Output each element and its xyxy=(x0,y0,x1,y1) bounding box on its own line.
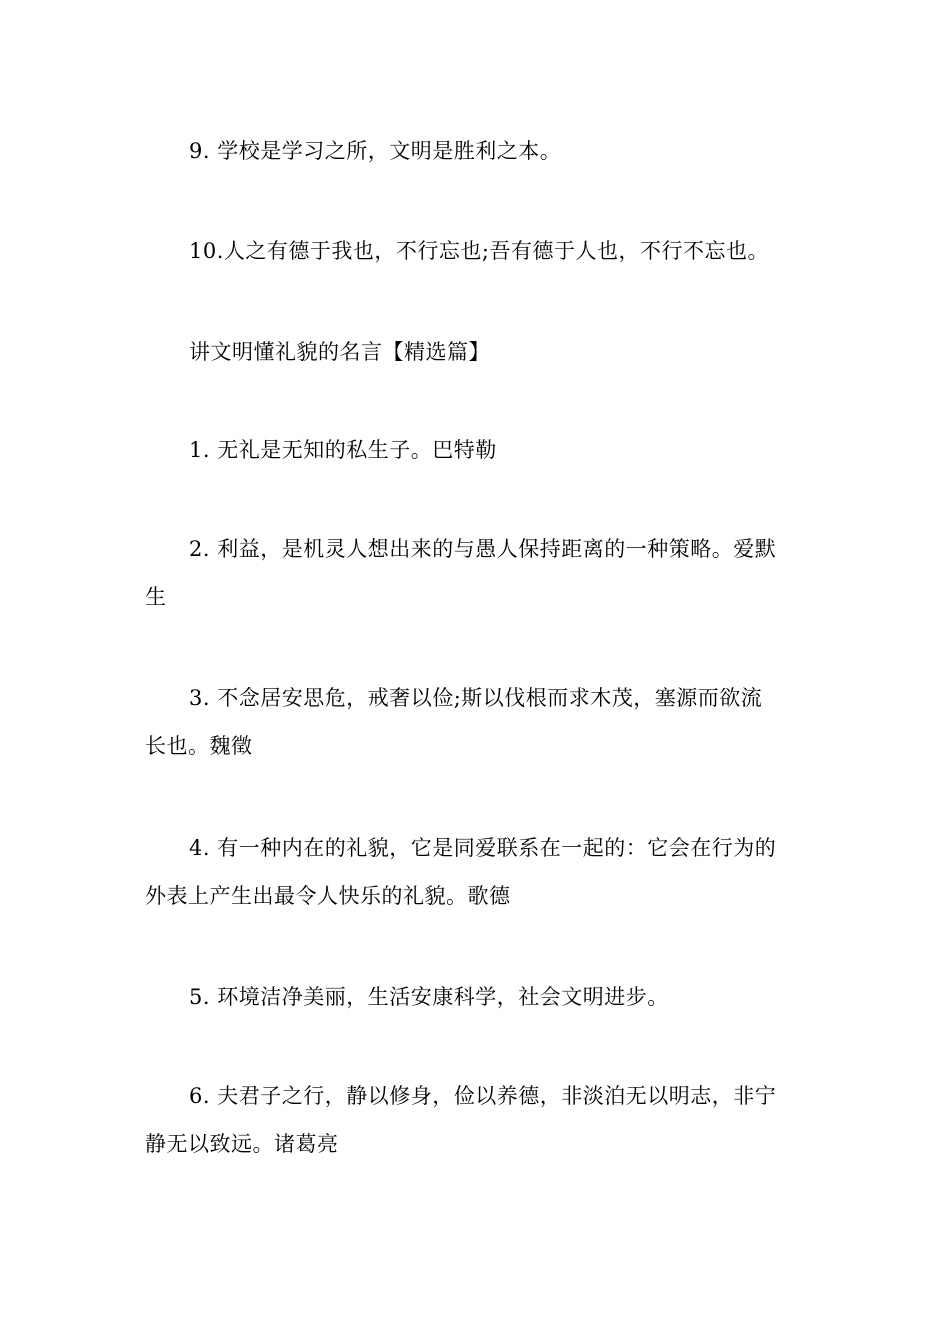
quote-3-line-1: 3. 不念居安思危，戒奢以俭;斯以伐根而求木茂，塞源而欲流 xyxy=(189,686,763,710)
quote-5: 5. 环境洁净美丽，生活安康科学，社会文明进步。 xyxy=(189,985,669,1009)
quote-4-line-1: 4. 有一种内在的礼貌，它是同爱联系在一起的：它会在行为的 xyxy=(189,836,777,860)
quote-6-line-2: 静无以致远。诸葛亮 xyxy=(145,1132,339,1156)
quote-9: 9. 学校是学习之所，文明是胜利之本。 xyxy=(189,139,562,163)
quote-1: 1. 无礼是无知的私生子。巴特勒 xyxy=(189,438,497,462)
quote-6-line-1: 6. 夫君子之行，静以修身，俭以养德，非淡泊无以明志，非宁 xyxy=(189,1084,777,1108)
quote-3-line-2: 长也。魏徵 xyxy=(145,734,253,758)
quote-4-line-2: 外表上产生出最令人快乐的礼貌。歌德 xyxy=(145,884,511,908)
section-heading: 讲文明懂礼貌的名言【精选篇】 xyxy=(189,340,490,364)
quote-2-line-1: 2. 利益，是机灵人想出来的与愚人保持距离的一种策略。爱默 xyxy=(189,537,777,561)
quote-2-line-2: 生 xyxy=(145,585,167,609)
quote-10: 10.人之有德于我也，不行忘也;吾有德于人也，不行不忘也。 xyxy=(189,239,769,263)
